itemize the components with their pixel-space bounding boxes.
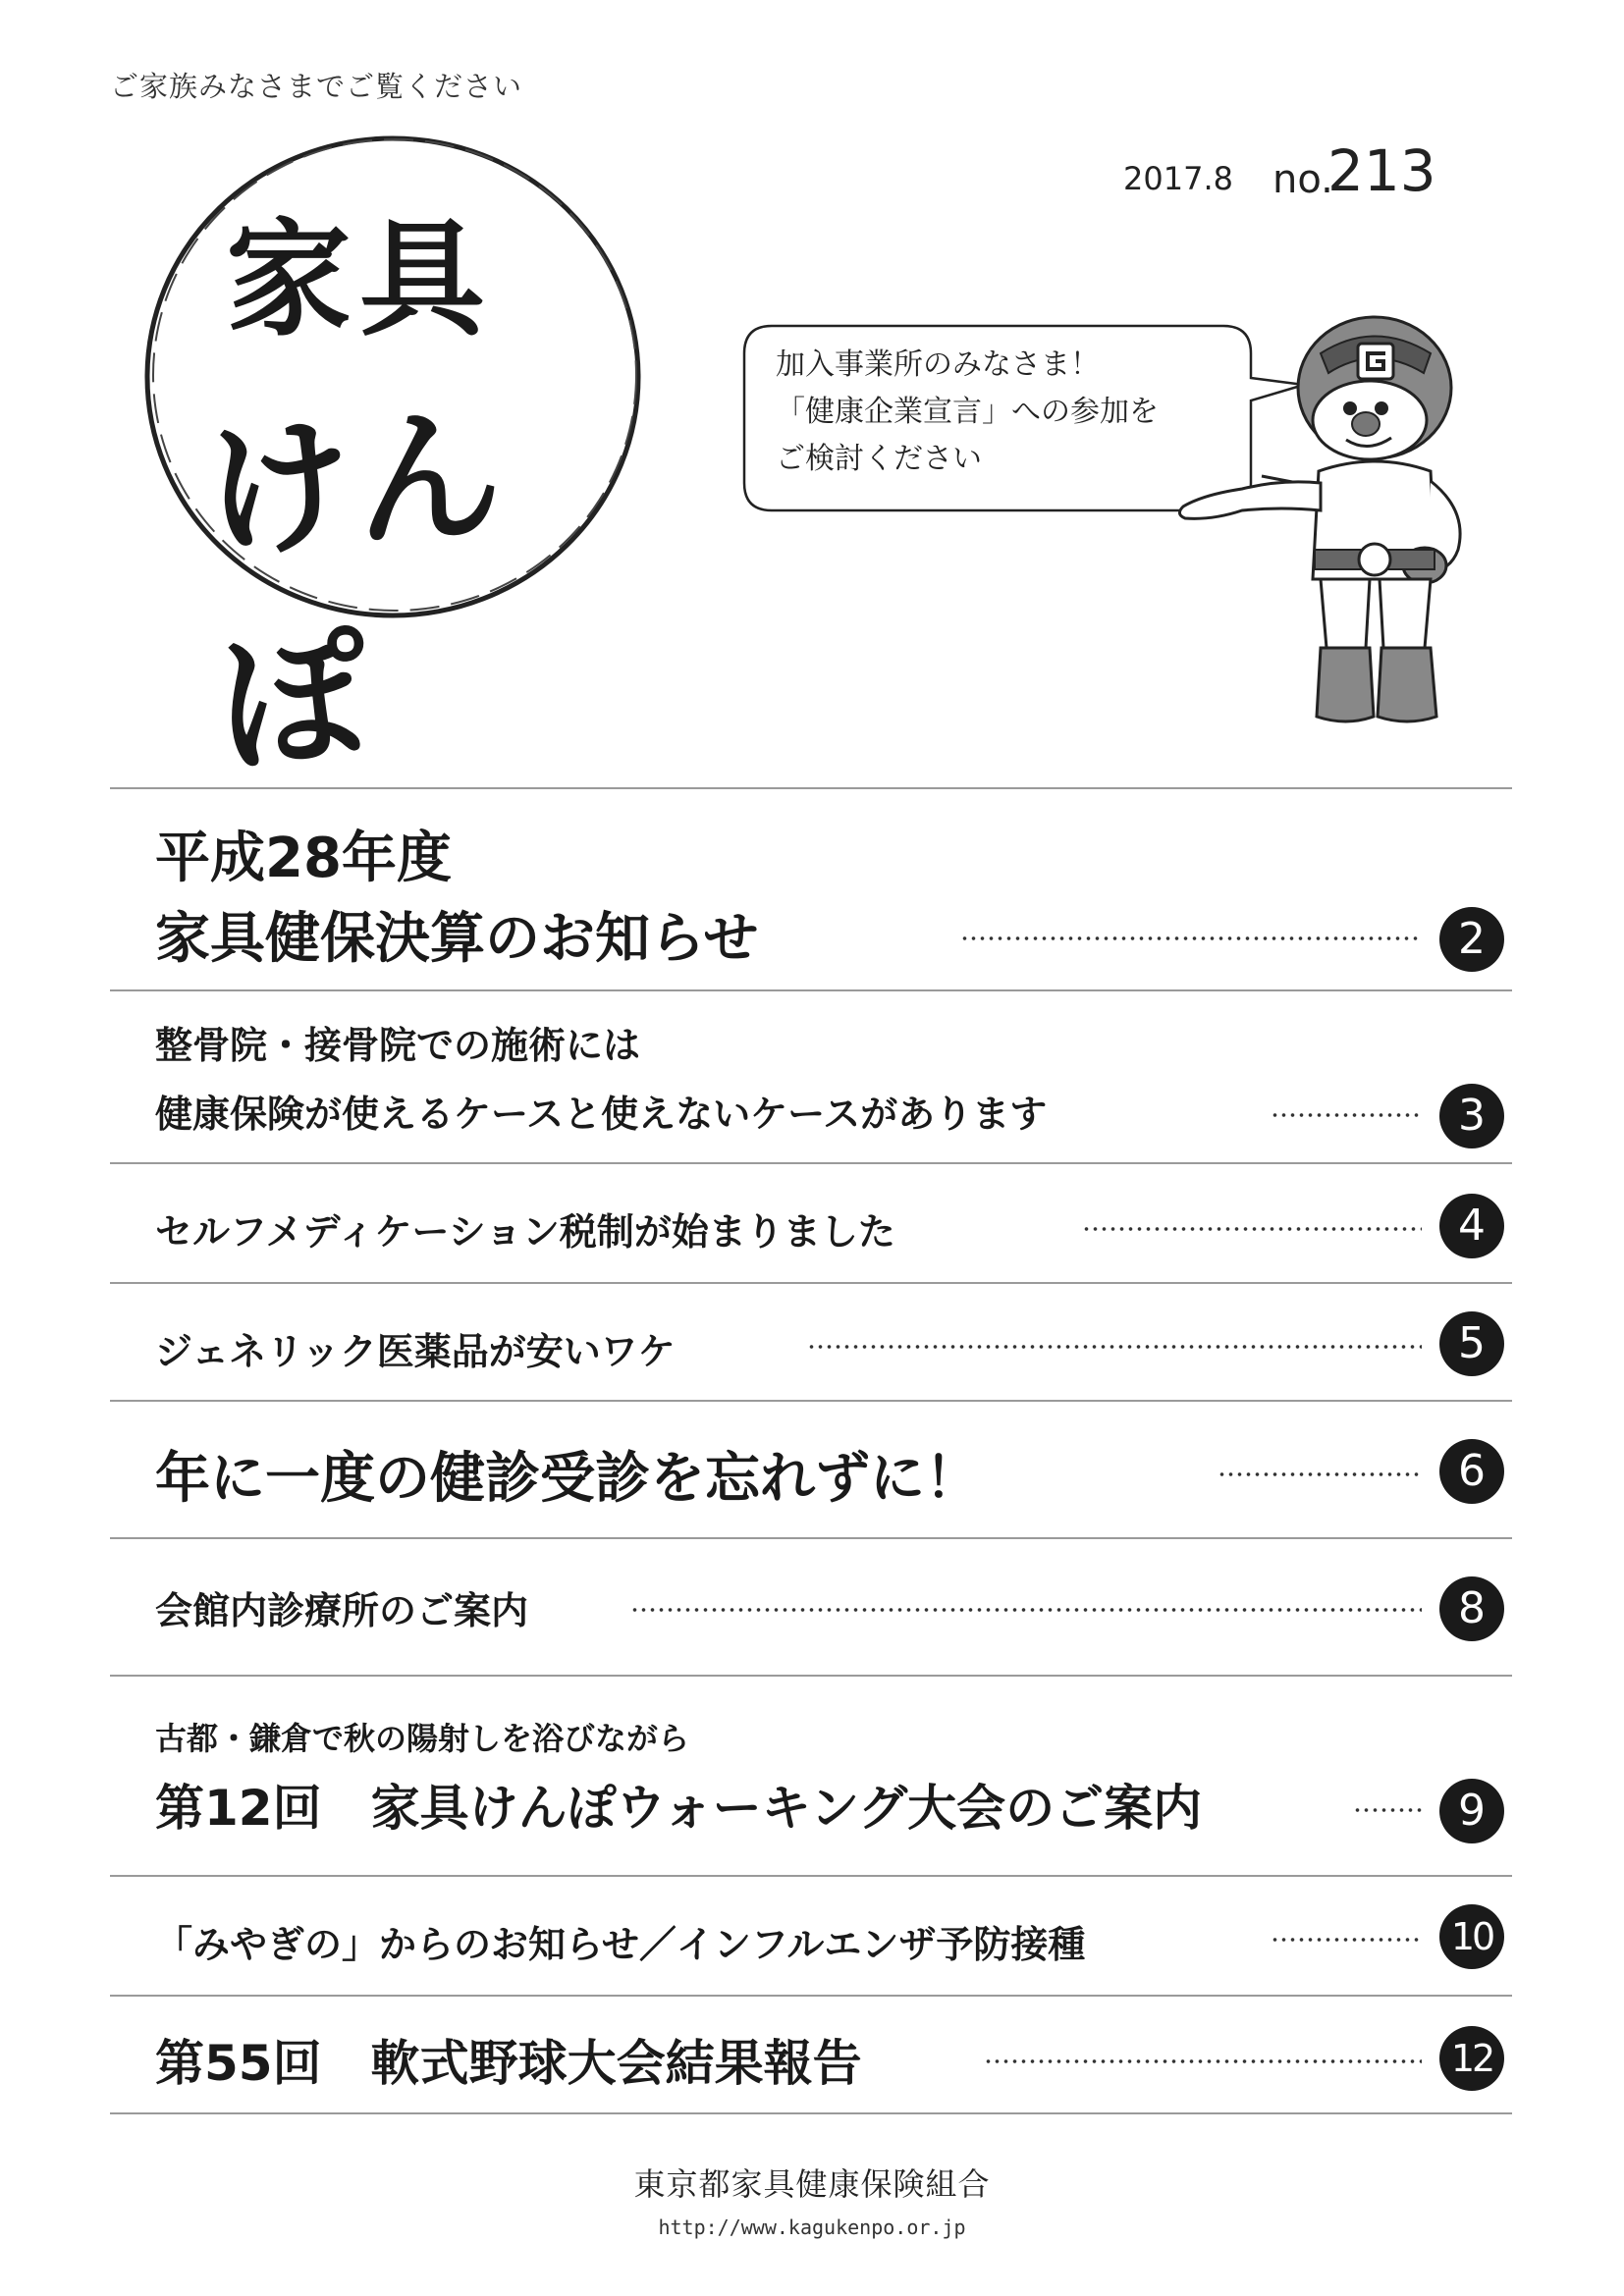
issue-number: 213	[1327, 137, 1436, 204]
page-number-badge: 3	[1439, 1084, 1504, 1148]
page-number-badge: 4	[1439, 1194, 1504, 1258]
leader-dots	[960, 936, 1422, 940]
toc-item-5[interactable]	[110, 1282, 1512, 1400]
leader-dots	[1218, 1472, 1422, 1476]
toc-item-9[interactable]	[110, 1675, 1512, 1875]
tagline: ご家族みなさまでご覧ください	[110, 70, 523, 103]
footer-url-link[interactable]: http://www.kagukenpo.or.jp	[658, 2216, 966, 2239]
leader-dots	[1082, 1227, 1422, 1231]
leader-dots	[807, 1345, 1422, 1349]
toc-item-title: 年に一度の健診受診を忘れずに！	[155, 1447, 980, 1511]
toc-item-title: セルフメディケーション税制が始まりました	[155, 1210, 895, 1254]
leader-dots	[1353, 1808, 1422, 1812]
issue-number-prefix: no.	[1272, 157, 1333, 202]
toc-item-title: 第12回 家具けんぽウォーキング大会のご案内	[155, 1780, 1203, 1837]
page-number-badge: 2	[1439, 907, 1504, 972]
leader-dots	[984, 2059, 1422, 2063]
page-number-badge: 9	[1439, 1779, 1504, 1843]
toc-item-subtitle: 古都・鎌倉で秋の陽射しを浴びながら	[155, 1720, 690, 1757]
page-number-badge: 10	[1439, 1904, 1504, 1969]
toc-item-title-line1: 平成28年度	[155, 827, 452, 890]
bubble-line-2: 「健康企業宣言」への参加を	[776, 395, 1159, 429]
leader-dots	[1271, 1938, 1422, 1942]
bubble-line-1: 加入事業所のみなさま！	[776, 347, 1100, 382]
leader-dots	[1271, 1113, 1422, 1117]
logo-title-line2: けんぽ	[198, 387, 510, 793]
toc-item-title: 第55回 軟式野球大会結果報告	[155, 2035, 862, 2092]
toc-item-3[interactable]	[110, 989, 1512, 1162]
toc-item-8[interactable]	[110, 1537, 1512, 1675]
toc-item-6[interactable]	[110, 1400, 1512, 1537]
footer-organization: 東京都家具健康保険組合	[633, 2165, 991, 2203]
page-number-badge: 12	[1439, 2026, 1504, 2091]
toc-item-title: 会館内診療所のご案内	[155, 1589, 529, 1632]
mascot-character-icon	[1173, 314, 1497, 736]
masthead-logo	[137, 130, 648, 793]
toc-item-title-line2: 健康保険が使えるケースと使えないケースがあります	[155, 1093, 1048, 1136]
toc-item-title: ジェネリック医薬品が安いワケ	[155, 1330, 676, 1373]
toc-item-title-line1: 整骨院・接骨院での施術には	[155, 1024, 641, 1067]
leader-dots	[630, 1608, 1422, 1612]
toc-item-12[interactable]	[110, 1995, 1512, 2114]
page-number-badge: 5	[1439, 1311, 1504, 1376]
logo-title-line1: 家具	[226, 206, 494, 353]
toc-item-4[interactable]	[110, 1162, 1512, 1282]
page-number-badge: 8	[1439, 1576, 1504, 1641]
toc-item-title-line2: 家具健保決算のお知らせ	[155, 907, 759, 971]
toc-item-10[interactable]	[110, 1875, 1512, 1995]
issue-date: 2017.8	[1123, 160, 1233, 197]
page-number-badge: 6	[1439, 1439, 1504, 1504]
toc-item-title: 「みやぎの」からのお知らせ／インフルエンザ予防接種	[155, 1923, 1086, 1966]
bubble-line-3: ご検討ください	[776, 442, 982, 476]
toc-item-2[interactable]	[110, 787, 1512, 989]
table-of-contents	[110, 787, 1512, 2114]
